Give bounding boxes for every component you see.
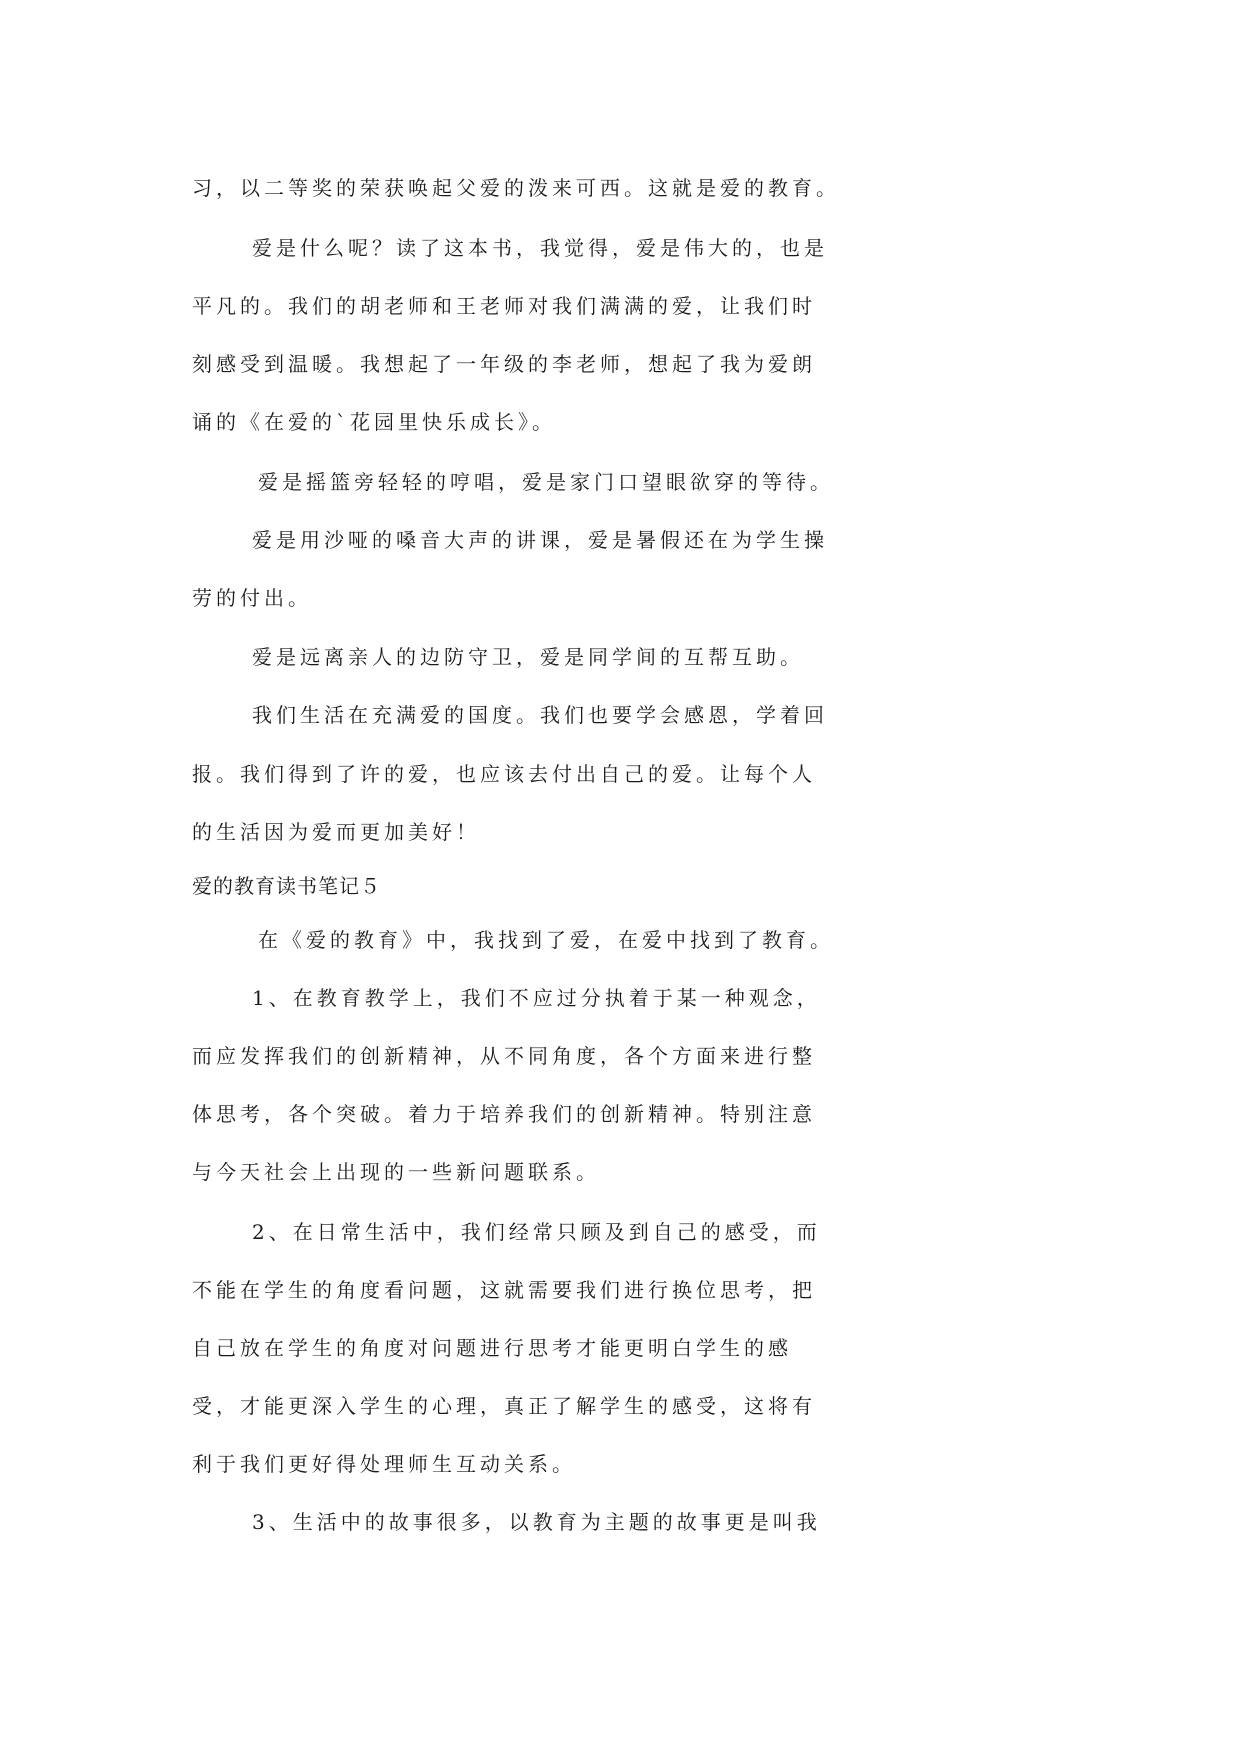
- section-heading: 爱的教育读书笔记５: [192, 874, 381, 898]
- text-line: 在《爱的教育》中，我找到了爱，在爱中找到了教育。: [258, 928, 834, 952]
- text-line: 诵的《在爱的`花园里快乐成长》。: [192, 410, 556, 434]
- text-line: 利于我们更好得处理师生互动关系。: [192, 1452, 576, 1476]
- text-line: 爱是远离亲人的边防守卫，爱是同学间的互帮互助。: [252, 645, 804, 669]
- text-line: 的生活因为爱而更加美好！: [192, 820, 480, 844]
- text-line: 1、在教育教学上，我们不应过分执着于某一种观念，: [252, 986, 821, 1010]
- text-line: 平凡的。我们的胡老师和王老师对我们满满的爱，让我们时: [192, 294, 816, 318]
- text-line: 习，以二等奖的荣获唤起父爱的泼来可西。这就是爱的教育。: [192, 176, 840, 200]
- text-line: 刻感受到温暖。我想起了一年级的李老师，想起了我为爱朗: [192, 352, 816, 376]
- text-line: 受，才能更深入学生的心理，真正了解学生的感受，这将有: [192, 1394, 816, 1418]
- text-line: 爱是用沙哑的嗓音大声的讲课，爱是暑假还在为学生操: [252, 528, 828, 552]
- text-line: 爱是摇篮旁轻轻的哼唱，爱是家门口望眼欲穿的等待。: [258, 470, 834, 494]
- text-line: 而应发挥我们的创新精神，从不同角度，各个方面来进行整: [192, 1044, 816, 1068]
- text-line: 体思考，各个突破。着力于培养我们的创新精神。特别注意: [192, 1102, 816, 1126]
- text-line: 3、生活中的故事很多，以教育为主题的故事更是叫我: [252, 1510, 821, 1534]
- text-line: 自己放在学生的角度对问题进行思考才能更明白学生的感: [192, 1336, 792, 1360]
- text-line: 与今天社会上出现的一些新问题联系。: [192, 1160, 600, 1184]
- text-line: 劳的付出。: [192, 586, 312, 610]
- text-line: 2、在日常生活中，我们经常只顾及到自己的感受，而: [252, 1220, 821, 1244]
- text-line: 爱是什么呢？读了这本书，我觉得，爱是伟大的，也是: [252, 236, 828, 260]
- text-line: 我们生活在充满爱的国度。我们也要学会感恩，学着回: [252, 703, 828, 727]
- text-line: 不能在学生的角度看问题，这就需要我们进行换位思考，把: [192, 1278, 816, 1302]
- text-line: 报。我们得到了许的爱，也应该去付出自己的爱。让每个人: [192, 762, 816, 786]
